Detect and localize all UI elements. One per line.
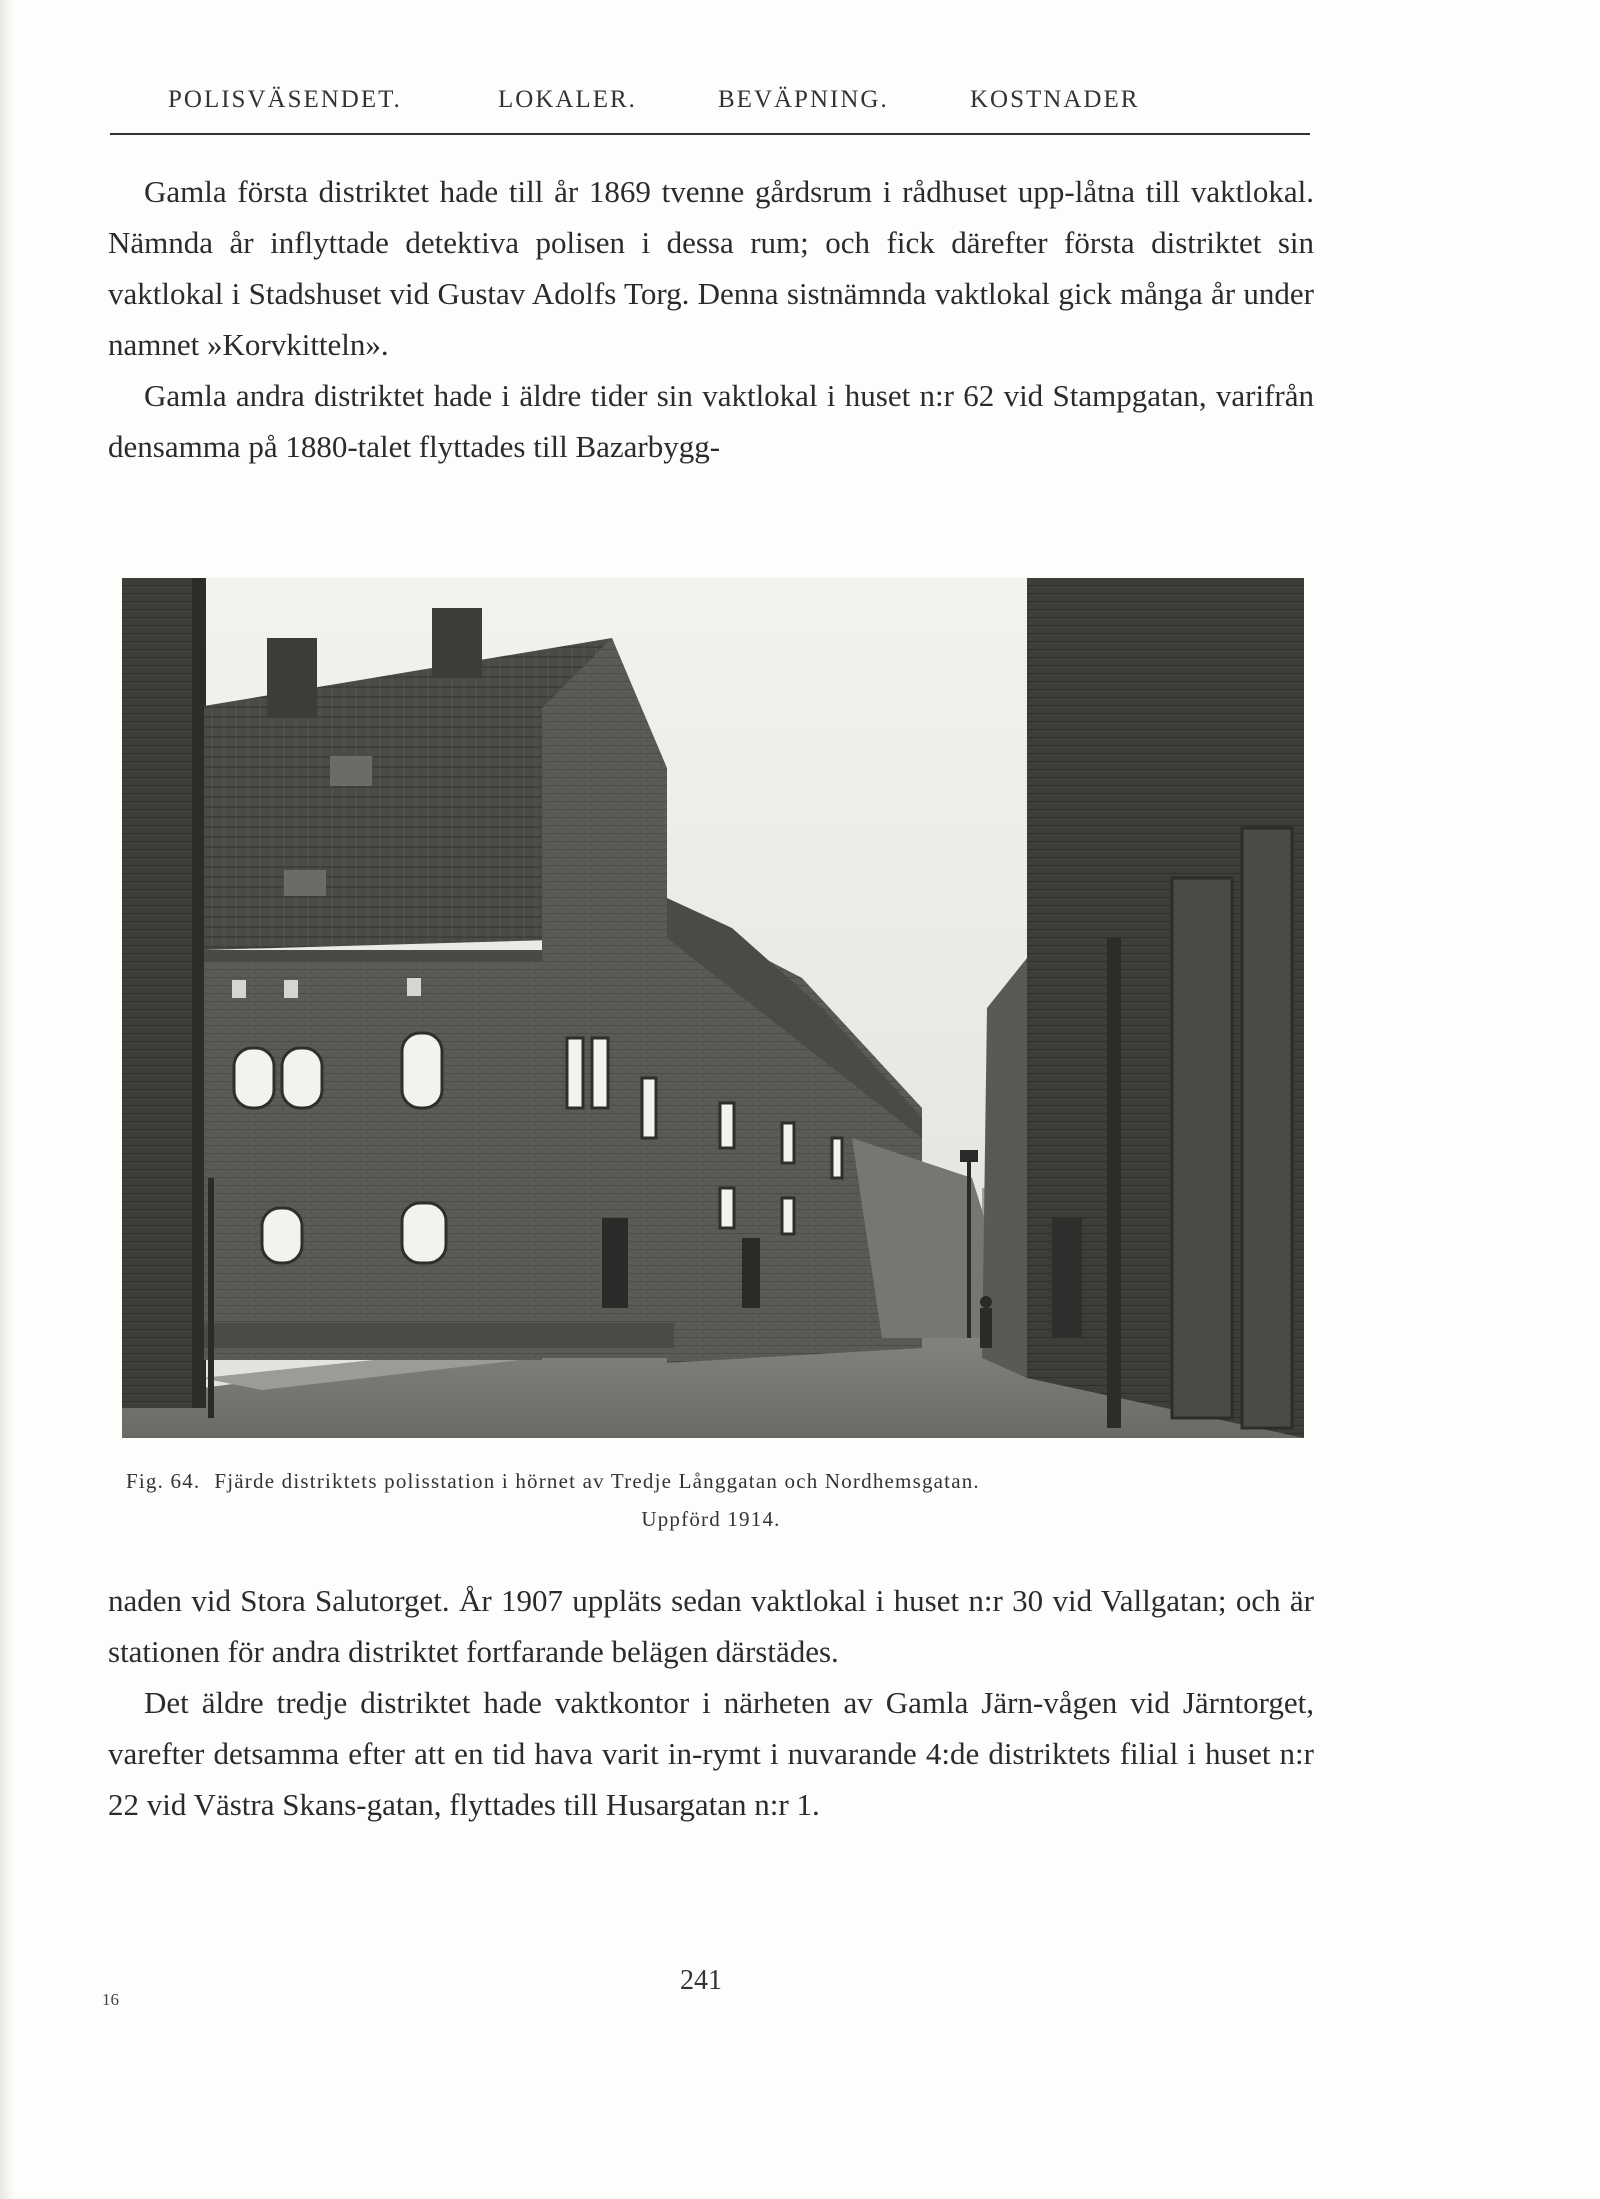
signature-mark: 16: [102, 1990, 119, 2009]
figure-label: Fig. 64.: [126, 1469, 201, 1493]
paragraph: Gamla andra distriktet hade i äldre tider sin vaktlokal i huset n:r 62 vid Stampgatan, varifrån densamma på 1880-talet flyttades till Bazarbygg-: [108, 378, 1314, 464]
body-text-bottom: [108, 1575, 1314, 1830]
figure-photograph-police-station: [122, 578, 1304, 1438]
running-head-part: BEVÄPNING.: [718, 86, 889, 113]
page-number: 241: [680, 1965, 722, 1996]
paragraph: naden vid Stora Salutorget. År 1907 uppläts sedan vaktlokal i huset n:r 30 vid Vallgatan; och är stationen för andra distriktet fortfarande belägen därstädes.: [108, 1583, 1314, 1669]
left-adjacent-building: [122, 578, 202, 1408]
body-text-top: [108, 166, 1314, 472]
paragraph: Gamla första distriktet hade till år 1869 tvenne gårdsrum i rådhuset upp-låtna till vaktlokal. Nämnda år inflyttade detektiva polisen i dessa rum; och fick därefter första distriktet sin vaktlokal i Stadshuset vid Gustav Adolfs Torg. Denna sistnämnda vaktlokal gick många år under namnet »Korvkitteln».: [108, 174, 1314, 362]
running-head-part: POLISVÄSENDET.: [168, 86, 402, 113]
running-head-part: LOKALER.: [498, 86, 637, 113]
paragraph: Det äldre tredje distriktet hade vaktkontor i närheten av Gamla Järn-vågen vid Järntorget, varefter detsamma efter att en tid hava varit in-rymt i nuvarande 4:de distriktets filial i huset n:r 22 vid Västra Skans-gatan, flyttades till Husargatan n:r 1.: [108, 1685, 1314, 1822]
caption-line-1: [108, 1462, 1314, 1500]
caption-line-2: Uppförd 1914.: [641, 1507, 781, 1531]
right-street-buildings: [982, 578, 1304, 1438]
running-head-part: KOSTNADER: [970, 86, 1140, 113]
figure-caption: [108, 1462, 1314, 1538]
utility-pole: [208, 1178, 214, 1418]
header-rule: [110, 133, 1310, 135]
page-gutter-shadow: [0, 0, 14, 2199]
caption-text: Fjärde distriktets polisstation i hörnet av Tredje Långgatan och Nordhemsgatan.: [214, 1469, 980, 1493]
